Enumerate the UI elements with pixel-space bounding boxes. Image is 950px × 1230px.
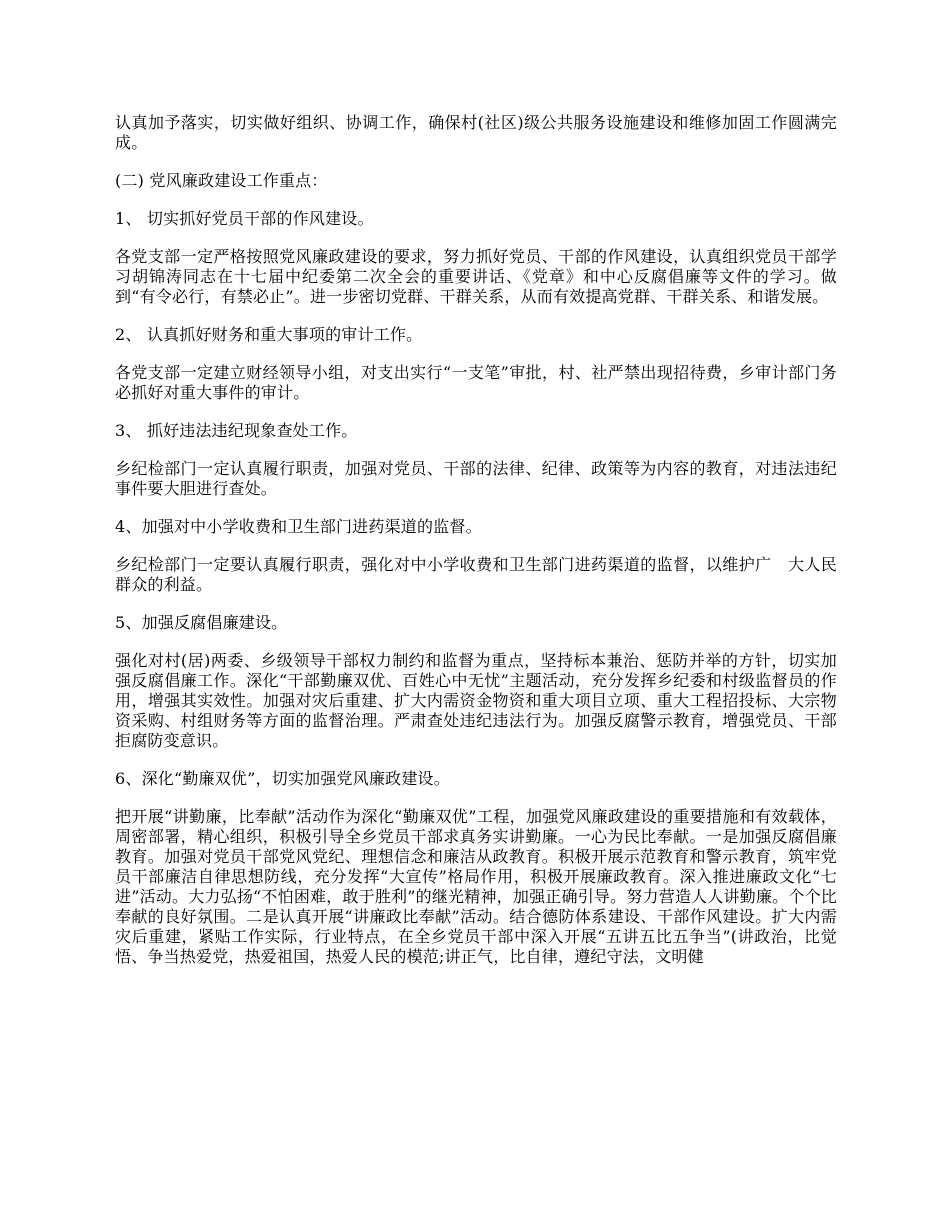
item-body-2: 各党支部一定建立财经领导小组，对支出实行“一支笔”审批，村、社严禁出现招待费，乡审计部门务必抓好对重大事件的审计。 bbox=[115, 363, 837, 402]
item-body-1: 各党支部一定严格按照党风廉政建设的要求，努力抓好党员、干部的作风建设，认真组织党员干部学习胡锦涛同志在十七届中纪委第二次全会的重要讲话、《党章》和中心反腐倡廉等文件的学习。做到“有令必行，有禁必止”。进一步密切党群、干群关系，从而有效提高党群、干群关系、和谐发展。 bbox=[115, 247, 837, 306]
item-heading-3: 3、 抓好违法违纪现象查处工作。 bbox=[115, 421, 358, 440]
document-page bbox=[115, 113, 837, 985]
paragraph-intro: 认真加予落实，切实做好组织、协调工作，确保村(社区)级公共服务设施建设和维修加固工作圆满完成。 bbox=[115, 113, 837, 152]
section-heading: (二) 党风廉政建设工作重点： bbox=[115, 171, 328, 190]
item-body-4: 乡纪检部门一定要认真履行职责，强化对中小学收费和卫生部门进药渠道的监督，以维护广 大人民群众的利益。 bbox=[115, 555, 837, 594]
item-heading-1: 1、 切实抓好党员干部的作风建设。 bbox=[115, 209, 374, 228]
item-heading-6: 6、深化“勤廉双优”，切实加强党风廉政建设。 bbox=[115, 769, 450, 788]
item-body-6: 把开展“讲勤廉，比奉献”活动作为深化“勤廉双优”工程，加强党风廉政建设的重要措施和有效载体，周密部署，精心组织，积极引导全乡党员干部求真务实讲勤廉。一心为民比奉献。一是加强反腐倡廉教育。加强对党员干部党风党纪、理想信念和廉洁从政教育。积极开展示范教育和警示教育，筑牢党员干部廉洁自律思想防线，充分发挥“大宣传”格局作用，积极开展廉政教育。深入推进廉政文化“七进”活动。大力弘扬“不怕困难，敢于胜利”的继光精神，加强正确引导。努力营造人人讲勤廉。个个比奉献的良好氛围。二是认真开展“讲廉政比奉献”活动。结合德防体系建设、干部作风建设。扩大内需灾后重建，紧贴工作实际，行业特点，在全乡党员干部中深入开展“五讲五比五争当”(讲政治，比觉悟、争当热爱党，热爱祖国，热爱人民的模范;讲正气，比自律，遵纪守法，文明健 bbox=[115, 807, 837, 966]
item-body-3: 乡纪检部门一定认真履行职责，加强对党员、干部的法律、纪律、政策等为内容的教育，对违法违纪事件要大胆进行查处。 bbox=[115, 459, 837, 498]
item-heading-2: 2、 认真抓好财务和重大事项的审计工作。 bbox=[115, 325, 423, 344]
item-body-5: 强化对村(居)两委、乡级领导干部权力制约和监督为重点，坚持标本兼治、惩防并举的方针，切实加强反腐倡廉工作。深化“干部勤廉双优、百姓心中无忧”主题活动，充分发挥乡纪委和村级监督员的作用，增强其实效性。加强对灾后重建、扩大内需资金物资和重大项目立项、重大工程招投标、大宗物资采购、村组财务等方面的监督治理。严肃查处违纪违法行为。加强反腐警示教育，增强党员、干部拒腐防变意识。 bbox=[115, 651, 837, 750]
item-heading-4: 4、加强对中小学收费和卫生部门进药渠道的监督。 bbox=[115, 517, 482, 536]
item-heading-5: 5、加强反腐倡廉建设。 bbox=[115, 613, 288, 632]
